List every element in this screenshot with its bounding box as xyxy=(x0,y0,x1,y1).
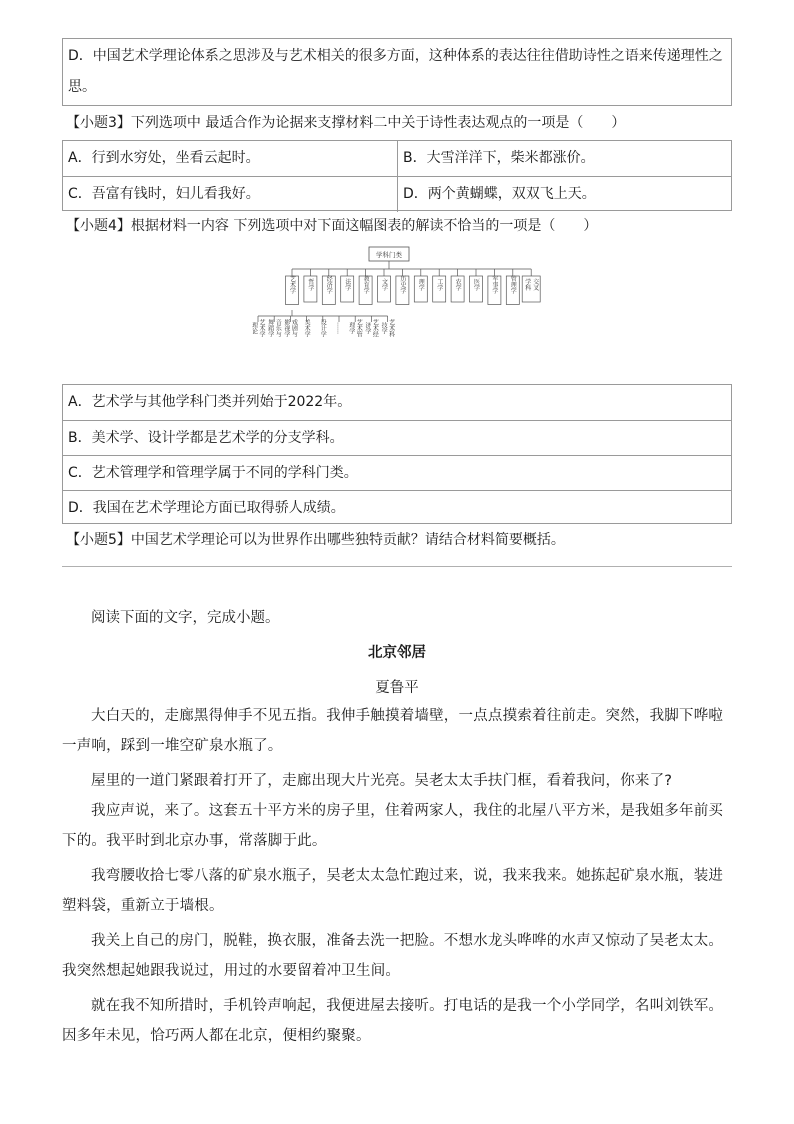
reading-paragraph: 大白天的，走廊黑得伸手不见五指。我伸手触摸着墙壁，一点点摸索着往前走。突然，我脚下哗啦一声响，踩到一堆空矿泉水瓶了。 xyxy=(62,708,724,754)
tree-subject-label: 理学 xyxy=(347,322,355,334)
q3-option-a[interactable]: A．行到水穷处，坐看云起时。 xyxy=(68,150,260,166)
q4-option-b[interactable]: B．美术学、设计学都是艺术学的分支学科。 xyxy=(63,420,731,455)
tree-subject-label: 理论 xyxy=(250,322,258,334)
tree-category-label: 农学 xyxy=(454,278,462,291)
tree-subject-label: 艺术学 xyxy=(258,319,265,337)
tree-subject-label: 济学 xyxy=(363,322,371,334)
tree-category-label: 教育学 xyxy=(362,275,370,294)
q4-prompt: 【小题4】根据材料一内容 下列选项中对下面这幅图表的解读不恰当的一项是（ ） xyxy=(66,218,598,234)
reading-paragraph: 我弯腰收拾七零八落的矿泉水瓶子，吴老太太急忙跑过来，说，我来我来。她拣起矿泉水瓶，装进塑料袋，重新立于墙根。 xyxy=(62,868,724,914)
discipline-tree-diagram xyxy=(240,242,550,382)
q4-option-d[interactable]: D．我国在艺术学理论方面已取得骄人成绩。 xyxy=(63,490,731,524)
reading-instruction: 阅读下面的文字，完成小题。 xyxy=(91,610,280,626)
q4-option-c[interactable]: C．艺术管理学和管理学属于不同的学科门类。 xyxy=(63,455,731,490)
reading-title: 北京邻居 xyxy=(368,645,426,661)
tree-category-label: 理学 xyxy=(417,278,425,291)
tree-subject-label: 音乐与 xyxy=(274,319,282,337)
tree-category-label: 文学 xyxy=(380,278,388,291)
tree-subject-label: 艺术经 xyxy=(371,319,379,337)
q3-option-b[interactable]: B．大雪洋洋下，柴米都涨价。 xyxy=(397,141,731,176)
tree-subject-label: 戏剧与 xyxy=(290,319,298,337)
reading-paragraph: 屋里的一道门紧跟着打开了，走廊出现大片光亮。吴老太太手扶门框，看着我问，你来了? xyxy=(91,773,673,789)
q3-options-row xyxy=(63,176,731,212)
reading-author: 夏鲁平 xyxy=(375,680,419,696)
q3-options-table xyxy=(62,140,732,211)
q2-option-d-box xyxy=(62,38,732,106)
q2-option-d-line1: D．中国艺术学理论体系之思涉及与艺术相关的很多方面，这种体系的表达往往借助诗性之语来传递理性之 xyxy=(68,48,723,64)
tree-subject-label: 影视学 xyxy=(282,319,290,337)
tree-subject-label: 舞蹈学 xyxy=(266,319,274,337)
q3-prompt: 【小题3】下列选项中 最适合作为论据来支撑材料二中关于诗性表达观点的一项是（ ） xyxy=(66,115,626,131)
tree-category-label: 交叉 xyxy=(531,278,539,291)
q4-option-a[interactable]: A．艺术学与其他学科门类并列始于2022年。 xyxy=(68,394,352,410)
section-divider xyxy=(62,566,732,567)
tree-subject-label: 艺术科 xyxy=(387,319,395,337)
q3-option-d[interactable]: D．两个黄蝴蝶，双双飞上天。 xyxy=(397,177,731,212)
tree-category-label: 军事学 xyxy=(490,275,498,294)
tree-category-label: 管理学 xyxy=(509,275,517,294)
tree-category-label: 法学 xyxy=(343,278,351,291)
q2-option-d-line2: 思。 xyxy=(68,79,96,95)
tree-category-label: 艺术学 xyxy=(288,275,296,294)
tree-subject-label: …… xyxy=(335,322,343,334)
q4-options-table xyxy=(62,384,732,524)
tree-category-label: 医学 xyxy=(472,278,480,291)
tree-category-label: 经济学 xyxy=(325,275,333,294)
tree-root-label: 学科门类 xyxy=(376,251,402,259)
tree-subject-label: 美术学 xyxy=(303,319,311,337)
tree-category-label: 历史学 xyxy=(398,275,406,294)
tree-category-label: 工学 xyxy=(435,278,443,291)
q5-prompt: 【小题5】中国艺术学理论可以为世界作出哪些独特贡献？请结合材料简要概括。 xyxy=(66,532,565,548)
reading-paragraph: 就在我不知所措时，手机铃声响起，我便进屋去接听。打电话的是我一个小学同学，名叫刘铁军。因多年未见，恰巧两人都在北京，便相约聚聚。 xyxy=(62,998,724,1044)
tree-subject-label: 设计学 xyxy=(319,319,327,337)
q3-option-c[interactable]: C．吾富有钱时，妇儿看我好。 xyxy=(68,186,260,202)
reading-paragraph: 我关上自己的房门，脱鞋，换衣服，准备去洗一把脸。不想水龙头哗哗的水声又惊动了吴老太太。我突然想起她跟我说过，用过的水要留着冲卫生间。 xyxy=(62,933,724,979)
tree-category-label: 哲学 xyxy=(306,278,314,291)
reading-paragraph: 我应声说，来了。这套五十平方米的房子里，住着两家人，我住的北屋八平方米，是我姐多年前买下的。我平时到北京办事，常落脚于此。 xyxy=(62,803,724,849)
q3-options-row xyxy=(63,141,731,176)
tree-subject-label: 技学 xyxy=(380,322,388,334)
tree-category-label: 学科 xyxy=(523,278,531,291)
tree-subject-label: 艺术管 xyxy=(355,319,363,337)
